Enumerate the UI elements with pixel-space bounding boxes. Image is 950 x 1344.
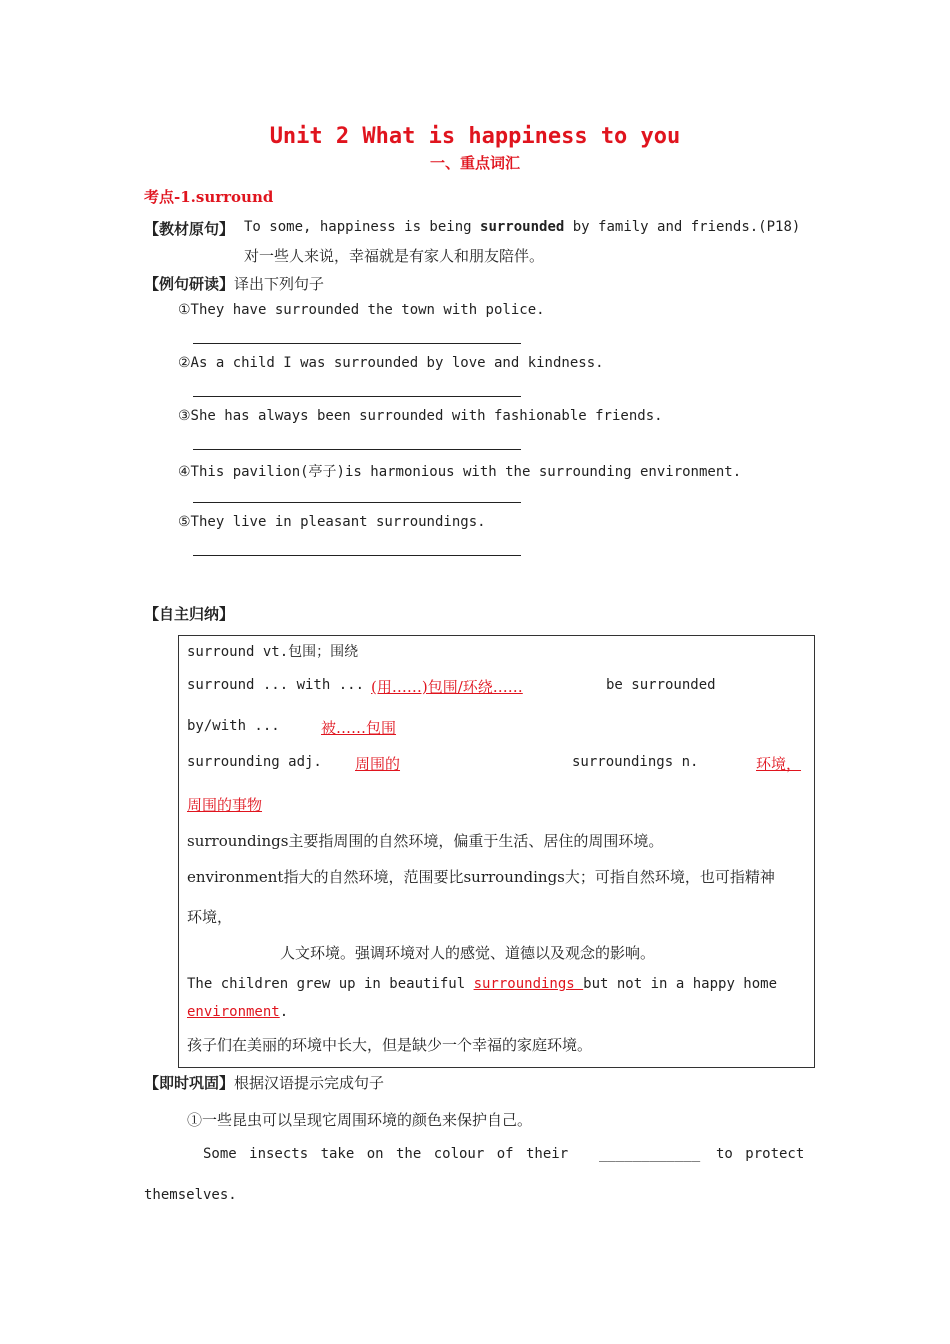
summary-answer-6: environment bbox=[187, 1004, 280, 1020]
page-title: Unit 2 What is happiness to you bbox=[269, 124, 681, 149]
summary-line-6: surroundings主要指周围的自然环境，偏重于生活、居住的周围环境。 bbox=[187, 832, 664, 850]
textbook-translation: 对一些人来说，幸福就是有家人和朋友陪伴。 bbox=[244, 247, 545, 265]
textbook-label: 【教材原句】 bbox=[144, 220, 235, 238]
summary-line-1: surround vt.包围；围绕 bbox=[187, 644, 359, 660]
textbook-sentence: To some, happiness is being surrounded by family and friends.(P18) bbox=[244, 219, 801, 235]
section-heading: 一、重点词汇 bbox=[429, 154, 520, 172]
summary-answer-1: (用……)包围/环绕…… bbox=[371, 678, 523, 696]
example-item-3: ③She has always been surrounded with fashionable friends. bbox=[178, 408, 663, 424]
practice-item-1-en-c: themselves. bbox=[144, 1187, 237, 1203]
answer-line-4[interactable] bbox=[193, 502, 521, 503]
point-label: 考点-1.surround bbox=[144, 188, 274, 206]
summary-label: 【自主归纳】 bbox=[144, 605, 235, 623]
summary-answer-4-cont: 周围的事物 bbox=[187, 796, 263, 814]
answer-line-1[interactable] bbox=[193, 343, 521, 344]
practice-blank-1[interactable]: ____________ bbox=[599, 1146, 701, 1162]
summary-line-2c: be surrounded bbox=[606, 677, 716, 693]
summary-line-7: environment指大的自然环境，范围要比surroundings大；可指自然环境，也可指精神 bbox=[187, 868, 775, 886]
answer-line-5[interactable] bbox=[193, 555, 521, 556]
practice-item-1-en: Some insects take on the colour of their bbox=[203, 1146, 569, 1162]
summary-line-4c: surroundings n. bbox=[572, 754, 699, 770]
summary-line-3a: by/with ... bbox=[187, 718, 280, 734]
summary-answer-3: 周围的 bbox=[355, 755, 401, 773]
summary-line-9: 人文环境。强调环境对人的感觉、道德以及观念的影响。 bbox=[280, 944, 656, 962]
summary-answer-2: 被……包围 bbox=[321, 719, 397, 737]
answer-line-3[interactable] bbox=[193, 449, 521, 450]
summary-line-4a: surrounding adj. bbox=[187, 754, 322, 770]
summary-example-cn: 孩子们在美丽的环境中长大，但是缺少一个幸福的家庭环境。 bbox=[187, 1036, 593, 1054]
practice-item-1-cn: ①一些昆虫可以呈现它周围环境的颜色来保护自己。 bbox=[187, 1111, 533, 1129]
summary-line-2a: surround ... with ... bbox=[187, 677, 365, 693]
example-item-1: ①They have surrounded the town with police. bbox=[178, 302, 545, 318]
summary-answer-5: surroundings bbox=[473, 976, 584, 992]
answer-line-2[interactable] bbox=[193, 396, 521, 397]
example-item-2: ②As a child I was surrounded by love and kindness. bbox=[178, 355, 604, 371]
keyword: surrounded bbox=[480, 219, 565, 235]
examples-header: 【例句研读】译出下列句子 bbox=[144, 275, 325, 293]
practice-item-1-en-b: to protect bbox=[716, 1146, 805, 1162]
summary-example-en: The children grew up in beautiful surroundings but not in a happy home bbox=[187, 976, 778, 992]
summary-line-8: 环境， bbox=[187, 908, 233, 926]
practice-header: 【即时巩固】根据汉语提示完成句子 bbox=[144, 1074, 385, 1092]
example-item-4: ④This pavilion(亭子)is harmonious with the surrounding environment. bbox=[178, 464, 742, 480]
summary-answer-4: 环境， bbox=[756, 755, 802, 773]
example-item-5: ⑤They live in pleasant surroundings. bbox=[178, 514, 486, 530]
summary-example-en-cont: environment. bbox=[187, 1004, 289, 1020]
